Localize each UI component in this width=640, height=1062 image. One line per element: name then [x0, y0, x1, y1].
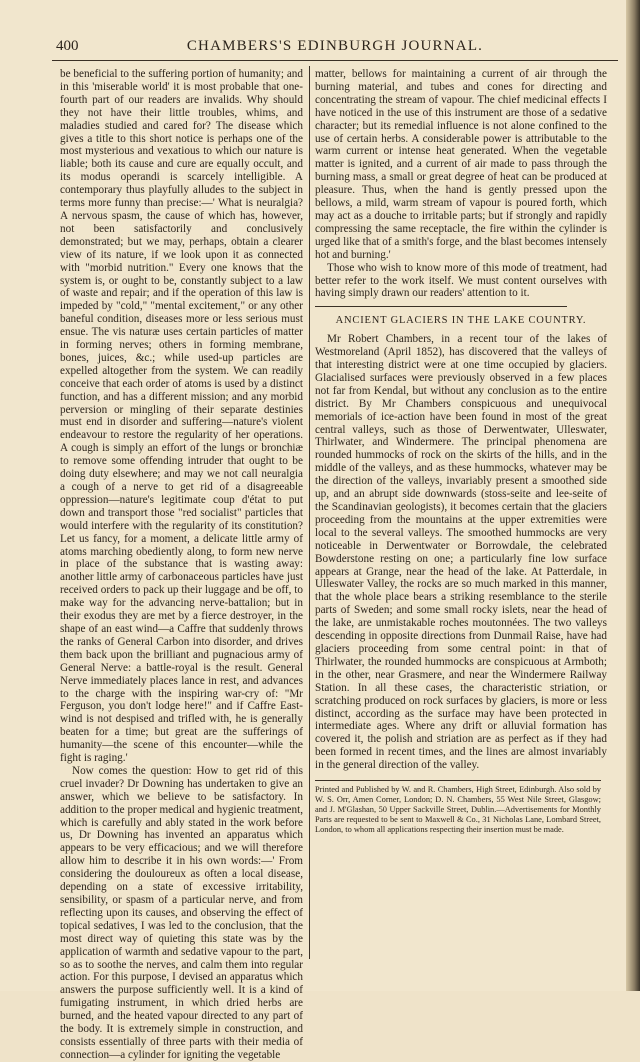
running-title: CHAMBERS'S EDINBURGH JOURNAL. — [186, 38, 484, 54]
column-divider — [309, 66, 310, 959]
right-paragraph-1: matter, bellows for maintaining a current of air through the burning material, and tubes and cones for directing and concentrating the stream of vapour. The chief medicinal effects I have noticed in the use of this instrument are those of a sedative character; but its remedial influence is not alone confined to the use of certain herbs. A considerable power is attributable to the warm current or intense heat generated. When the vegetable matter is ignited, and a current of air made to pass through the burning mass, a small or great degree of heat can be produced at pleasure. Thus, when the hand is gently pressed upon the bellows, a mild, warm stream of vapour is poured forth, which may act as a douche to irritable parts; but if strongly and rapidly compressing the same receptacle, the fire within the cylinder is urged like that of a smith's forge, and the blast becomes intensely hot and burning.' — [315, 68, 607, 261]
left-paragraph-1: be beneficial to the suffering portion of humanity; and in this 'miserable world' it is most probable that one-fourth part of our readers are invalids. Why should they not have their little troubles, whims, and maladies studied and cared for? The disease which gives a title to this short notice is perhaps one of the most mysterious and vexatious to which our nature is liable; both its cause and cure are equally occult, and its modus operandi is scarcely intelligible. A contemporary thus playfully alludes to the subject in terms more funny than precise:—' What is neuralgia? A nervous spasm, the cause of which has, however, not been satisfactorily and conclusively demonstrated; but we may, perhaps, obtain a clearer view of its nature, if we look upon it as connected with "morbid nutrition." Every one knows that the system is, or ought to be, constantly subject to a law of waste and repair; and if the operation of this law is impeded by "cold," "mental excitement," or any other baneful condition, diseases more or less serious must ensue. The vis naturæ uses certain particles of matter in forming nerves; others in forming membrane, bones, juices, &c.; while used-up particles are expelled altogether from the system. We can readily conceive that each order of atoms is used by a distinct function, and has a different mission; and any morbid perversion or mingling of their separate destinies must end in disorder and suffering—nature's violent endeavour to restore the regularity of her operations. A cough is simply an effort of the lungs or bronchiæ to remove some offending intruder that ought to be doing duty elsewhere; and may we not call neuralgia a cough of a nerve to get rid of a disagreeable oppression—nature's legitimate coup d'état to put down and transport those "red socialist" particles that would interfere with the regularity of its constitution? Let us fancy, for a moment, a delicate little army of atoms marching obediently along, to form new nerve in place of the substance that is wasting away: another little army of carbonaceous particles have just received orders to pack up their luggage and be off, to make way for the advancing nerve-battalion; but in their exodus they are met by a fierce destroyer, in the shape of an east wind—a Caffre that suddenly throws the ranks of General Carbon into disorder, and drives them back upon the brilliant and pugnacious army of General Nerve: a battle-royal is the result. General Nerve immediately places lance in rest, and advances to the charge with the inspiring war-cry of: "Mr Ferguson, you don't lodge here!" and if Caffre East-wind is not despised and trifled with, he is generally beaten for a time; but great are the sufferings of humanity—the scene of this encounter—while the fight is raging.' — [60, 68, 303, 765]
left-paragraph-2: Now comes the question: How to get rid of this cruel invader? Dr Downing has undertaken to give an answer, which we believe to be satisfactory. In addition to the proper medical and hygienic treatment, which is carefully and ably stated in the work before us, Dr Downing has invented an apparatus which appears to be very efficacious; and we will therefore allow him to describe it in his own words:—' From considering the douloureux as often a local disease, depending on a state of excessive irritability, sensibility, or spasm of a particular nerve, and from reflecting upon its causes, and observing the effect of topical sedatives, I was led to the conclusion, that the most direct way of quieting this state was by the application of warmth and sedative vapour to the part, so as to soothe the nerves, and calm them into regular action. For this purpose, I devised an apparatus which answers the purpose sufficiently well. It is a kind of fumigating instrument, in which dried herbs are burned, and the heated vapour directed to any part of the body. It is extremely simple in construction, and consists essentially of three parts with their media of connection—a cylinder for igniting the vegetable — [60, 764, 303, 1061]
section-rule — [315, 306, 567, 307]
book-spine-edge — [626, 0, 640, 991]
right-column — [315, 68, 607, 835]
imprint-notice: Printed and Published by W. and R. Chambers, High Street, Edinburgh. Also sold by W. S. Orr, Amen Corner, London; D. N. Chambers, 55 West Nile Street, Glasgow; and J. M'Glashan, 50 Upper Sackville Street, Dublin.—Advertisements for Monthly Parts are requested to be sent to Maxwell & Co., 31 Nicholas Lane, Lombard Street, London, to whom all applications respecting their insertion must be made. — [315, 780, 601, 835]
page-header — [52, 36, 618, 58]
left-column — [60, 68, 303, 1062]
right-paragraph-2: Those who wish to know more of this mode of treatment, had better refer to the work itself. We must content ourselves with having simply drawn our readers' attention to it. — [315, 261, 607, 300]
section-paragraph-1: Mr Robert Chambers, in a recent tour of the lakes of Westmoreland (April 1852), has discovered that the valleys of that interesting district were at one time occupied by glaciers. Glacialised surfaces were previously observed in a few places not far from Kendal, but without any conclusion as to the entire district. By Mr Chambers conspicuous and unequivocal memorials of ice-action have been found in most of the great central valleys, such as those of Derwentwater, Ulleswater, Thirlwater, and Windermere. The principal phenomena are rounded hummocks of rock on the skirts of the hills, and in the middle of the valleys, and as these hummocks, whatever may be the direction of the valleys, invariably present a smoothed side up, and an abrupt side downwards (stoss-seite and lee-seite of the Scandinavian geologists), it becomes certain that the glaciers proceeding from the mountains at the upper extremities were local to the several valleys. The smoothed hummocks are very noticeable in Derwentwater or Borrowdale, the celebrated Bowderstone resting on one; a particularly fine low surface appears at Grange, near the head of the lake. At Patterdale, in Ulleswater Valley, the rocks are so much marked in this manner, that the whole place bears a striking resemblance to the sterile parts of Sweden; and some small rocky islets, near the head of the lake, are unmistakable roches moutonnées. The two valleys descending in opposite directions from Dunmail Raise, have had glaciers proceeding from some central point: in that of Thirlwater, the rounded hummocks are conspicuous at Armboth; in the other, near Grasmere, and near the Windermere Railway Station. In all these cases, the characteristic striation, or scratching produced on rock surfaces by glaciers, is more or less distinct, according as the surface may have been protected in intermediate ages. Where any drift or alluvial formation has covered it, the polish and striation are as perfect as if they had been formed in recent times, and the lines are almost invariably in the general direction of the valley. — [315, 333, 607, 772]
header-rule — [52, 60, 618, 61]
page-number: 400 — [56, 38, 79, 54]
section-heading: ANCIENT GLACIERS IN THE LAKE COUNTRY. — [335, 315, 587, 327]
